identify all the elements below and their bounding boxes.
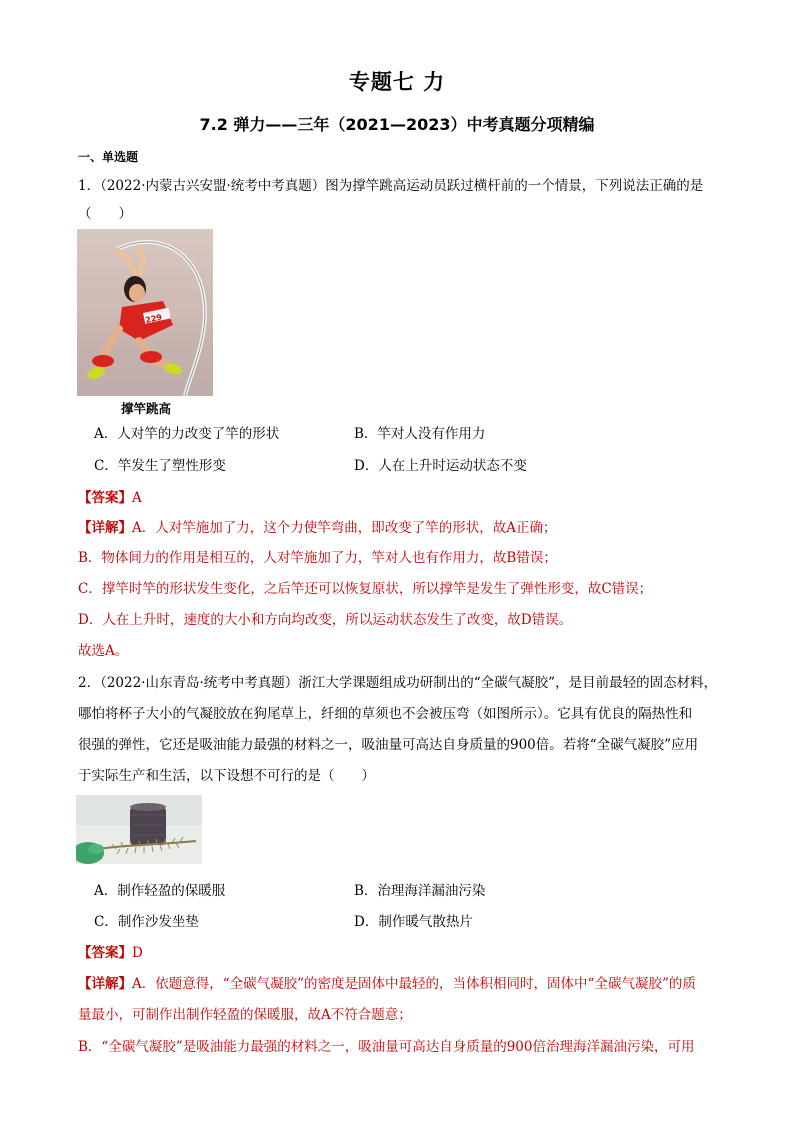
answer-value: A [132,490,142,506]
q2-answer [78,941,143,961]
detail-label: 【详解】 [78,520,132,536]
q1-option-d[interactable]: D．人在上升时运动状态不变 [354,458,527,474]
q1-detail-line-4: D．人在上升时，速度的大小和方向均改变，所以运动状态发生了改变，故D错误。 [78,612,573,628]
figure-caption: 撑竿跳高 [121,401,172,416]
answer-value: D [132,945,143,961]
q2-stem-line-3: 很强的弹性，它还是吸油能力最强的材料之一，吸油量可高达自身质量的900倍。若将“全碳气凝胶”应用 [78,737,699,753]
q1-option-a[interactable]: A．人对竿的力改变了竿的形状 [94,426,280,442]
q2-detail-line-2: 量最小，可制作出制作轻盈的保暖服，故A不符合题意； [78,1007,412,1023]
document-title: 专题七 力 [348,70,446,94]
q2-stem-line-4: 于实际生产和生活，以下设想不可行的是（ ） [78,768,375,784]
q1-conclusion: 故选A。 [78,643,129,659]
answer-label: 【答案】 [78,490,132,506]
detail-text: A．人对竿施加了力，这个力使竿弯曲，即改变了竿的形状，故A正确； [132,520,557,536]
q2-option-d[interactable]: D．制作暖气散热片 [354,914,473,930]
q2-option-a[interactable]: A．制作轻盈的保暖服 [94,883,226,899]
section-heading: 一、单选题 [78,150,139,164]
q1-detail-line-2: B．物体间力的作用是相互的，人对竿施加了力，竿对人也有作用力，故B错误； [78,550,557,566]
q2-option-c[interactable]: C．制作沙发坐垫 [94,914,199,930]
aerogel-photo [76,795,202,864]
q1-answer [78,486,142,506]
document-subtitle: 7.2 弹力——三年（2021—2023）中考真题分项精编 [199,115,595,134]
pole-vault-photo [77,229,213,396]
detail-text: A．依题意得，“全碳气凝胶”的密度是固体中最轻的，当体积相同时，固体中“全碳气凝胶”的质 [132,976,696,992]
q2-option-b[interactable]: B．治理海洋漏油污染 [354,883,486,899]
detail-label: 【详解】 [78,976,132,992]
answer-label: 【答案】 [78,945,132,961]
jersey-number: 229 [144,312,163,325]
q1-stem-line-1: 1．（2022·内蒙古兴安盟·统考中考真题）图为撑竿跳高运动员跃过横杆前的一个情景，下列说法正确的是 [78,178,704,194]
q2-detail-line-3: B．“全碳气凝胶”是吸油能力最强的材料之一，吸油量可高达自身质量的900倍治理海洋漏油污染，可用 [78,1039,695,1055]
q1-detail-line-3: C．撑竿时竿的形状发生变化，之后竿还可以恢复原状，所以撑竿是发生了弹性形变，故C错误； [78,581,653,597]
q1-stem-line-2: （ ） [78,206,132,222]
q2-detail-line-1 [78,972,696,992]
aerogel-illustration [76,795,202,864]
q1-option-b[interactable]: B．竿对人没有作用力 [354,426,486,442]
q1-option-c[interactable]: C．竿发生了塑性形变 [94,458,226,474]
q2-stem-line-1: 2．（2022·山东青岛·统考中考真题）浙江大学课题组成功研制出的“全碳气凝胶”，是目前最轻的固态材料， [78,675,718,691]
pole-vault-illustration [77,229,213,396]
q2-stem-line-2: 哪怕将杯子大小的气凝胶放在狗尾草上，纤细的草须也不会被压弯（如图所示）。它具有优良的隔热性和 [78,706,693,722]
q1-detail-line-1 [78,516,557,536]
